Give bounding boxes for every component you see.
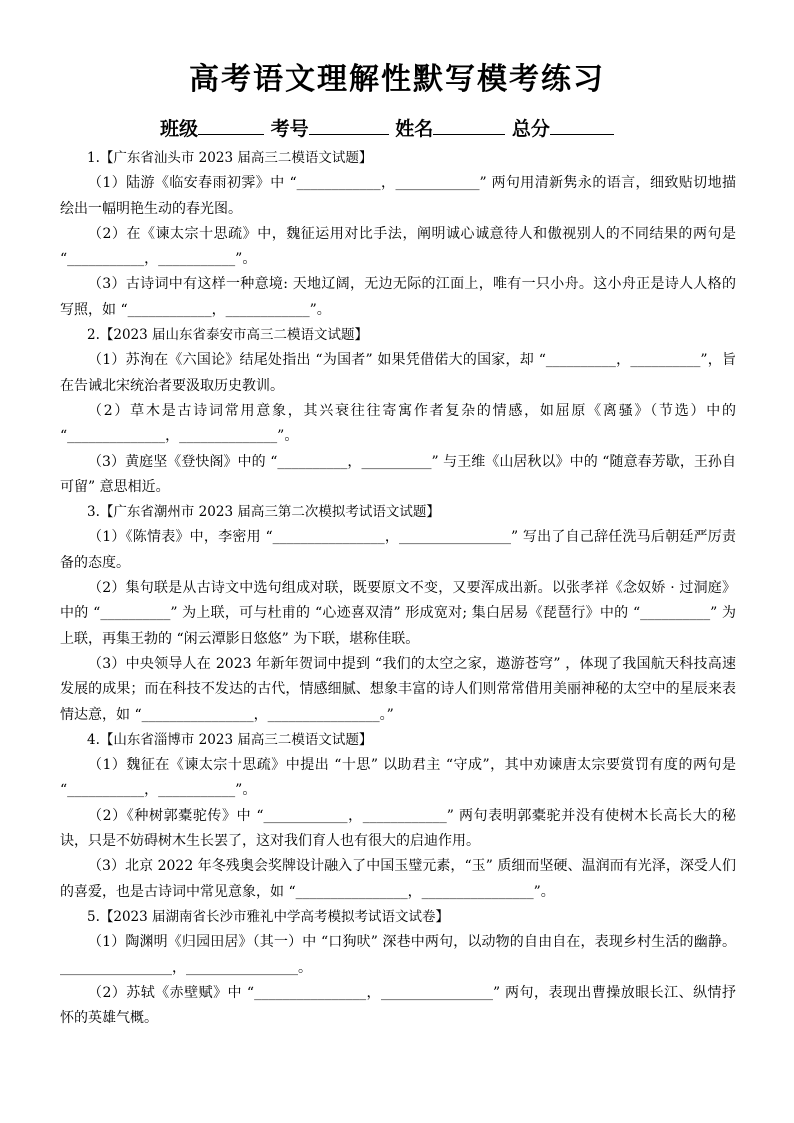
question-2-header: 2.【2023 届山东省泰安市高三二模语文试题】	[87, 327, 369, 344]
question-5-item-1: （1）陶渊明《归园田居》（其一）中 “口狗吠” 深巷中两句，以动物的自由自在，表现乡村生活的幽静。________________，________________。	[60, 934, 736, 976]
info-fields	[160, 114, 680, 143]
question-5-header: 5.【2023 届湖南省长沙市雅礼中学高考模拟考试语文试卷】	[87, 908, 450, 925]
page-title: 高考语文理解性默写模考练习	[189, 62, 605, 97]
question-4-item-3: （3）北京 2022 年冬残奥会奖牌设计融入了中国玉璧元素，“玉” 质细而坚硬、温润而有光泽，深受人们的喜爱，也是古诗词中常见意象，如 “________________，________________”。	[60, 858, 736, 900]
question-4-item-2: （2）《种树郭橐驼传》中 “____________，____________” 两句表明郭橐驼并没有使树木长高长大的秘诀，只是不妨碍树木生长罢了，这对我们育人也有很大的启迪作用。	[60, 807, 736, 850]
question-2-item-3: （3）黄庭坚《登快阁》中的 “__________，__________” 与王维《山居秋以》中的 “随意春芳歇，王孙自可留” 意思相近。	[60, 453, 736, 495]
question-3-item-3: （3）中央领导人在 2023 年新年贺词中提到 “我们的太空之家，遨游苍穹” ，体现了我国航天科技高速发展的成果；而在科技不发达的古代，情感细腻、想象丰富的诗人们则常常借用美丽神秘的太空中的星辰来表情达意，如 “________________，________________。”	[60, 655, 736, 723]
score-blank[interactable]	[550, 114, 614, 135]
question-4-header: 4.【山东省淄博市 2023 届高三二模语文试题】	[87, 731, 373, 748]
question-2-item-1: （1）苏洵在《六国论》结尾处指出 “为国者” 如果凭借偌大的国家，却 “__________，__________”，旨在告诫北宋统治者要汲取历史教训。	[60, 352, 736, 394]
class-label: 班级	[160, 118, 199, 140]
question-1-item-2: （2）在《谏太宗十思疏》中，魏征运用对比手法，阐明诚心诚意待人和傲视别人的不同结果的两句是 “___________，___________”。	[60, 225, 736, 268]
questions	[60, 146, 736, 1031]
exam-no-label: 考号	[270, 118, 309, 140]
question-1-header: 1.【广东省汕头市 2023 届高三二模语文试题】	[87, 150, 373, 166]
exam-no-blank[interactable]	[309, 114, 389, 135]
question-2-item-2: （2）草木是古诗词常用意象，其兴衰往往寄寓作者复杂的情感，如屈原《离骚》（节选）中的 “______________，______________”。	[60, 402, 736, 445]
question-3-item-2: （2）集句联是从古诗文中选句组成对联，既要原文不变，又要浑成出新。以张孝祥《念奴娇 · 过洞庭》中的 “__________” 为上联，可与杜甫的 “心迹喜双清” 形成宽对; 集白居易《琵琶行》中的 “__________” 为上联，再集王勃的 “闲云潭影日悠悠” 为下联，堪称佳联。	[60, 580, 736, 647]
class-blank[interactable]	[198, 114, 264, 135]
question-4-item-1: （1）魏征在《谏太宗十思疏》中提出 “十思” 以助君主 “守成”，其中劝谏唐太宗要赏罚有度的两句是 “___________，___________”。	[60, 757, 736, 799]
question-1-item-3: （3）古诗词中有这样一种意境: 天地辽阔，无边无际的江面上，唯有一只小舟。这小舟正是诗人人格的写照，如 “____________，____________”。	[60, 276, 736, 318]
question-5-item-2: （2）苏轼《赤壁赋》中 “________________，________________” 两句，表现出曹操放眼长江、纵情抒怀的英雄气概。	[60, 984, 736, 1027]
name-blank[interactable]	[433, 114, 505, 135]
name-label: 姓名	[395, 118, 434, 140]
question-3-item-1: （1）《陈情表》中，李密用 “________________，________________” 写出了自己辞任洗马后朝廷严厉责备的态度。	[60, 529, 736, 571]
question-1-item-1: （1）陆游《临安春雨初霁》中 “____________，____________” 两句用清新隽永的语言，细致贴切地描绘出一幅明艳生动的春光图。	[60, 175, 736, 217]
question-3-header: 3.【广东省潮州市 2023 届高三第二次模拟考试语文试题】	[87, 504, 440, 521]
score-label: 总分	[511, 118, 550, 140]
